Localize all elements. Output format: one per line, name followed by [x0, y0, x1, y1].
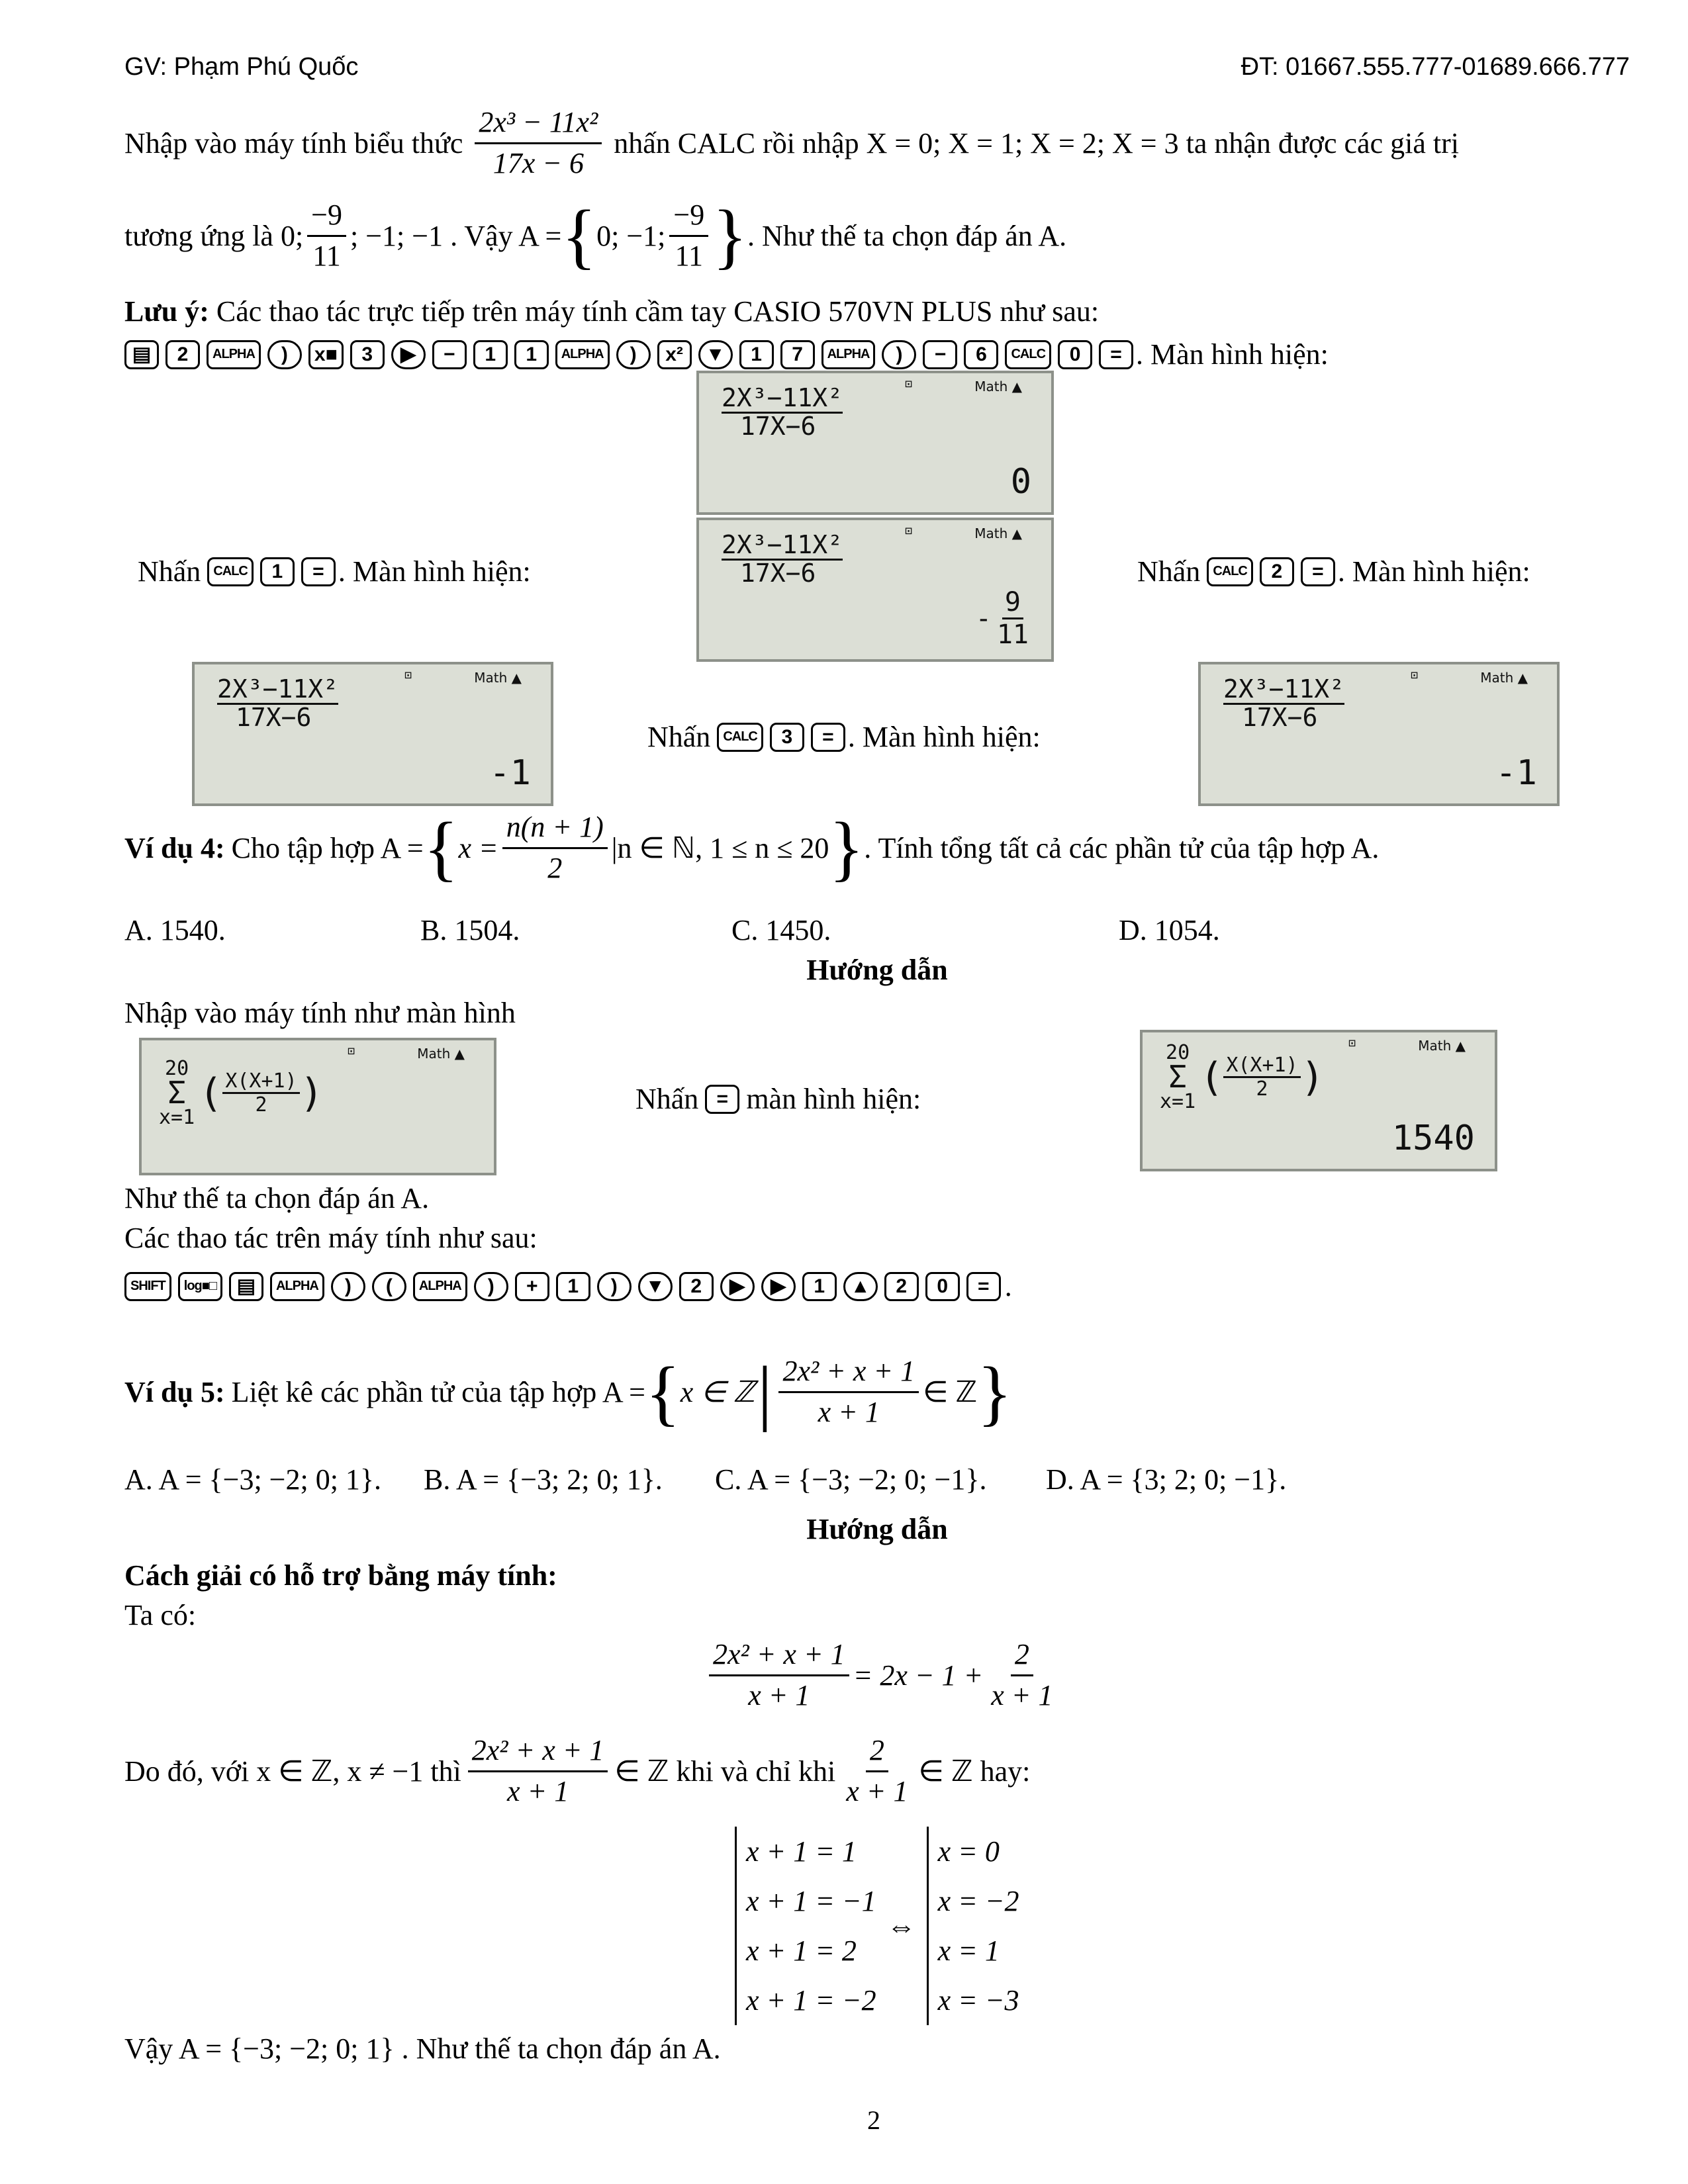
calc-key: ALPHA [270, 1272, 324, 1301]
frac-den: x + 1 [748, 1678, 810, 1711]
calc-key: CALC [1005, 340, 1051, 369]
therefore-a: Do đó, với x ∈ ℤ, x ≠ −1 thì [124, 1754, 461, 1788]
calc-key: − [432, 340, 467, 369]
intro-fraction [475, 106, 602, 180]
intro-line2-frac [307, 199, 346, 273]
calc-key: 0 [925, 1272, 960, 1301]
final-set: {−3; −2; 0; 1} [229, 2032, 395, 2065]
calc-key: 1 [514, 340, 549, 369]
calc-key: 0 [1058, 340, 1092, 369]
brace-open: { [423, 807, 459, 889]
ex5-set-b: ∈ ℤ [923, 1376, 978, 1408]
frac-den: 11 [675, 239, 703, 272]
press-calc-3 [647, 720, 1041, 754]
sum-top: 20 [165, 1057, 189, 1080]
ex5-text: Liệt kê các phần tử của tập hợp A = [231, 1376, 645, 1408]
screen-result: 1540 [1391, 1118, 1475, 1158]
expr-num: 2X³−11X² [217, 674, 339, 704]
calc-key: ALPHA [413, 1272, 467, 1301]
screen-shows-text: . Màn hình hiện: [338, 555, 531, 588]
therefore-frac-2 [842, 1734, 912, 1808]
calc-key: ) [474, 1272, 508, 1301]
cases-right [927, 1827, 1019, 2025]
result-num: 9 [1002, 587, 1023, 619]
intro-text-a: Nhập vào máy tính biểu thức [124, 126, 463, 159]
sum-expression: 20 Σ x=1 ( $\frac{X(X+1)}{2}$ ) [1160, 1041, 1325, 1114]
frac-num: 2x² + x + 1 [709, 1638, 849, 1676]
case-right-item: x = −3 [937, 1984, 1019, 2017]
expr-num: 2X³−11X² [722, 530, 843, 559]
calc-key: ALPHA [821, 340, 876, 369]
calc-screen-3 [192, 662, 553, 806]
intro-line2-c: . Như thế ta chọn đáp án A. [747, 219, 1067, 252]
case-left-item: x + 1 = −2 [746, 1984, 876, 2017]
calc-key: ALPHA [207, 340, 261, 369]
calc-screen-4 [1198, 662, 1560, 806]
equivalence-icon: ⇔ [886, 1909, 916, 1942]
header-teacher: GV: Phạm Phú Quốc [124, 53, 359, 81]
mode-label: Math ▲ [417, 1046, 465, 1062]
brace-close: } [712, 195, 748, 277]
intro-frac-den: 17x − 6 [492, 146, 584, 179]
calc-key: − [923, 340, 957, 369]
calc-screen-1 [696, 371, 1054, 515]
ex5-method: Cách giải có hỗ trợ bằng máy tính: [124, 1559, 557, 1592]
calc-key: ▶ [761, 1272, 796, 1301]
press-text: Nhấn [647, 721, 711, 753]
ex5-label: Ví dụ 5: [124, 1376, 225, 1408]
calc-key: 1 [473, 340, 508, 369]
sum-top: 20 [1166, 1041, 1190, 1064]
calc-key: x² [657, 340, 692, 369]
calc-screen-2 [696, 518, 1054, 662]
indicator-icon: ⊡ [905, 377, 912, 391]
ex4-set-a: x = [458, 831, 498, 864]
sum-num: X(X+1) [222, 1070, 299, 1094]
expr-num: 2X³−11X² [722, 383, 843, 412]
calc-key: 2 [679, 1272, 714, 1301]
frac-den: 11 [312, 239, 341, 272]
screen-expression [1223, 676, 1344, 730]
indicator-icon: ⊡ [1348, 1036, 1356, 1050]
sigma-icon: Σ [1168, 1059, 1187, 1095]
screen-expression [722, 385, 843, 439]
press-calc-1 [138, 555, 531, 588]
sum-num: X(X+1) [1223, 1054, 1300, 1078]
calc-key: + [515, 1272, 549, 1301]
calc-key: ) [267, 340, 302, 369]
frac-den: x + 1 [846, 1774, 908, 1807]
press-text: Nhấn [1137, 555, 1201, 588]
expr-num: 2X³−11X² [1223, 674, 1345, 704]
ex5-fraction [778, 1355, 919, 1429]
ex4-ops-text: Các thao tác trên máy tính như sau: [124, 1222, 538, 1254]
mode-label: Math ▲ [1418, 1038, 1466, 1054]
press-equals [635, 1082, 921, 1116]
calc-key: 2 [884, 1272, 919, 1301]
ex4-set-b: |n ∈ ℕ, 1 ≤ n ≤ 20 [611, 831, 829, 864]
ex4-option-c: C. 1450. [731, 914, 831, 946]
calc-screen-sum-input [139, 1038, 496, 1175]
ex5-option-d: D. A = {3; 2; 0; −1}. [1046, 1463, 1287, 1496]
screen-result: -1 [1495, 753, 1537, 793]
calc-key: SHIFT [124, 1272, 171, 1301]
frac-den: 2 [547, 851, 563, 884]
calc-key: 2 [1260, 557, 1294, 586]
screen-result: -1 [489, 753, 531, 793]
screen-expression [217, 676, 338, 730]
intro-text-b: nhấn CALC rồi nhập X = 0; X = 1; X = 2; X = 3 ta nhận được các giá trị [614, 126, 1459, 159]
calc-key: 7 [780, 340, 815, 369]
sum-bottom: x=1 [1160, 1090, 1196, 1114]
calc-key: ( [372, 1272, 406, 1301]
ex5-we-have: Ta có: [124, 1599, 197, 1631]
calc-key: CALC [1207, 557, 1253, 586]
calc-key: ▲ [843, 1272, 878, 1301]
intro-line2-set-frac [669, 199, 708, 273]
calc-key: 1 [260, 557, 295, 586]
therefore-b: ∈ ℤ khi và chỉ khi [614, 1754, 836, 1788]
sum-bottom: x=1 [159, 1106, 195, 1130]
ex4-fraction [502, 811, 608, 885]
ex4-statement [124, 807, 1380, 889]
calc-key: 1 [802, 1272, 837, 1301]
frac-den: x + 1 [818, 1396, 880, 1428]
ex4-option-d: D. 1054. [1119, 914, 1220, 946]
ex5-option-a: A. A = {−3; −2; 0; 1}. [124, 1463, 382, 1496]
intro-line-2 [124, 195, 1067, 277]
press-text: Nhấn [635, 1083, 699, 1115]
calc-key: x■ [308, 340, 344, 369]
case-left-item: x + 1 = 2 [746, 1934, 857, 1967]
key-sequence-2: SHIFT log■□ ▤ ALPHA ) ( ALPHA ) + 1 ) ▼ 2 ▶ ▶ 1 ▲ 2 0 = . [124, 1269, 1012, 1303]
result-den: 11 [996, 619, 1029, 650]
final-a: Vậy A = [124, 2032, 222, 2065]
expr-den: 17X−6 [236, 703, 312, 732]
ex5-set-a: x ∈ ℤ [680, 1376, 755, 1408]
calc-key: CALC [717, 723, 763, 752]
frac-den: x + 1 [506, 1774, 569, 1807]
calc-key: 3 [770, 723, 804, 752]
calc-key: ▶ [391, 340, 426, 369]
intro-frac-num: 2x³ − 11x² [475, 106, 602, 144]
intro-line2-set: 0; −1; [596, 219, 666, 252]
ex5-statement: Ví dụ 5: Liệt kê các phần tử của tập hợp A = { x ∈ ℤ | $\frac{\text{2x² + x + 1}}{x + 1}$ ∈ ℤ } [124, 1351, 1012, 1433]
brace-close: } [829, 807, 865, 889]
mode-label: Math ▲ [1480, 670, 1528, 686]
calc-key: ▼ [698, 340, 733, 369]
therefore-c: ∈ ℤ hay: [918, 1754, 1031, 1788]
calc-key: = [1099, 340, 1133, 369]
ex5-option-c: C. A = {−3; −2; 0; −1}. [715, 1463, 987, 1496]
calc-key: 6 [964, 340, 998, 369]
sum-den: 2 [255, 1093, 267, 1117]
calc-key: ) [331, 1272, 365, 1301]
header-phone: ĐT: 01667.555.777-01689.666.777 [1241, 53, 1630, 81]
frac-num: 2x² + x + 1 [468, 1734, 608, 1772]
screen-result: - $\frac{9}{11}$ [976, 587, 1031, 650]
ex4-option-a: A. 1540. [124, 914, 226, 946]
ex5-cases [735, 1827, 1019, 2025]
screen-shows-text: . Màn hình hiện: [1337, 555, 1530, 588]
expr-den: 17X−6 [740, 559, 816, 588]
calc-key: = [966, 1272, 1001, 1301]
screen-shows-text: . Màn hình hiện: [847, 721, 1041, 753]
identity-lhs [709, 1638, 849, 1712]
calc-key: ) [616, 340, 651, 369]
frac-num: 2x² + x + 1 [778, 1355, 919, 1393]
ex4-conclusion: Như thế ta chọn đáp án A. [124, 1182, 430, 1214]
calc-key: ) [597, 1272, 632, 1301]
key-sequence-1 [124, 338, 1329, 371]
frac-num: −9 [307, 199, 346, 237]
mode-label: Math ▲ [974, 525, 1022, 541]
calc-key: = [301, 557, 336, 586]
frac-num: 2 [866, 1734, 888, 1772]
ex5-final [124, 2032, 721, 2066]
ex5-option-b: B. A = {−3; 2; 0; 1}. [424, 1463, 663, 1496]
screen-result: 0 [1010, 462, 1031, 502]
ex4-guide-heading: Hướng dẫn [806, 954, 948, 986]
sigma-icon: Σ [167, 1075, 186, 1111]
calc-key: ▶ [720, 1272, 755, 1301]
calc-key: ALPHA [555, 340, 610, 369]
calc-key: ▤ [229, 1272, 263, 1301]
calc-key: ) [882, 340, 916, 369]
press-text: Nhấn [138, 555, 201, 588]
calc-key: 3 [350, 340, 385, 369]
intro-line-1 [124, 106, 1459, 180]
frac-num: 2 [1011, 1638, 1033, 1676]
calc-screen-sum-result [1140, 1030, 1497, 1171]
case-left-item: x + 1 = 1 [746, 1835, 857, 1868]
ex4-label: Ví dụ 4: [124, 831, 225, 864]
calc-key: = [1301, 557, 1335, 586]
calc-key: ▤ [124, 340, 159, 369]
case-right-item: x = 0 [937, 1835, 1000, 1868]
mode-label: Math ▲ [474, 670, 522, 686]
calc-key: CALC [207, 557, 254, 586]
frac-num: −9 [669, 199, 708, 237]
sum-expression: 20 Σ x=1 ( $\frac{X(X+1)}{2}$ ) [159, 1057, 324, 1130]
therefore-frac-1 [468, 1734, 608, 1808]
frac-num: n(n + 1) [502, 811, 608, 849]
intro-line2-a: tương ứng là 0; [124, 219, 304, 252]
note-label: Lưu ý: [124, 295, 209, 328]
case-right-item: x = 1 [937, 1934, 1000, 1967]
indicator-icon: ⊡ [905, 524, 912, 538]
press-calc-2 [1137, 555, 1530, 588]
brace-open: { [561, 195, 597, 277]
expr-den: 17X−6 [1242, 703, 1318, 732]
ex5-guide-heading: Hướng dẫn [806, 1513, 948, 1545]
identity-mid: = 2x − 1 + [853, 1659, 984, 1692]
note-text: Các thao tác trực tiếp trên máy tính cầm tay CASIO 570VN PLUS như sau: [216, 295, 1100, 328]
sum-den: 2 [1256, 1077, 1268, 1101]
calc-key: 2 [165, 340, 200, 369]
cases-left [735, 1827, 876, 2025]
calc-key: = [811, 723, 845, 752]
equals-key: = [705, 1085, 739, 1114]
ex4-input-text: Nhập vào máy tính như màn hình [124, 997, 516, 1029]
calc-key: ▼ [638, 1272, 673, 1301]
note-line [124, 295, 1099, 328]
frac-den: x + 1 [991, 1678, 1053, 1711]
calc-key: 1 [556, 1272, 590, 1301]
intro-line2-b: ; −1; −1 . Vậy A = [350, 219, 562, 252]
indicator-icon: ⊡ [1411, 668, 1418, 682]
identity-rhs [987, 1638, 1056, 1712]
ex4-text-a: Cho tập hợp A = [231, 831, 424, 864]
screen-shows-text: . Màn hình hiện: [1136, 338, 1329, 371]
indicator-icon: ⊡ [348, 1044, 355, 1058]
ex5-identity [705, 1638, 1060, 1712]
ex4-option-b: B. 1504. [420, 914, 520, 946]
brace-close: } [977, 1351, 1012, 1433]
mode-label: Math ▲ [974, 379, 1022, 394]
indicator-icon: ⊡ [404, 668, 412, 682]
screen-expression [722, 532, 843, 586]
brace-open: { [645, 1351, 680, 1433]
calc-key: 1 [739, 340, 774, 369]
case-right-item: x = −2 [937, 1885, 1019, 1917]
case-left-item: x + 1 = −1 [746, 1885, 876, 1917]
ex4-text-b: . Tính tổng tất cả các phần tử của tập hợp A. [864, 831, 1380, 864]
final-b: . Như thế ta chọn đáp án A. [401, 2032, 721, 2065]
press-eq-text: màn hình hiện: [746, 1083, 921, 1115]
calc-key: log■□ [178, 1272, 222, 1301]
expr-den: 17X−6 [740, 412, 816, 441]
ex5-therefore [124, 1734, 1030, 1808]
page-number: 2 [867, 2105, 880, 2135]
